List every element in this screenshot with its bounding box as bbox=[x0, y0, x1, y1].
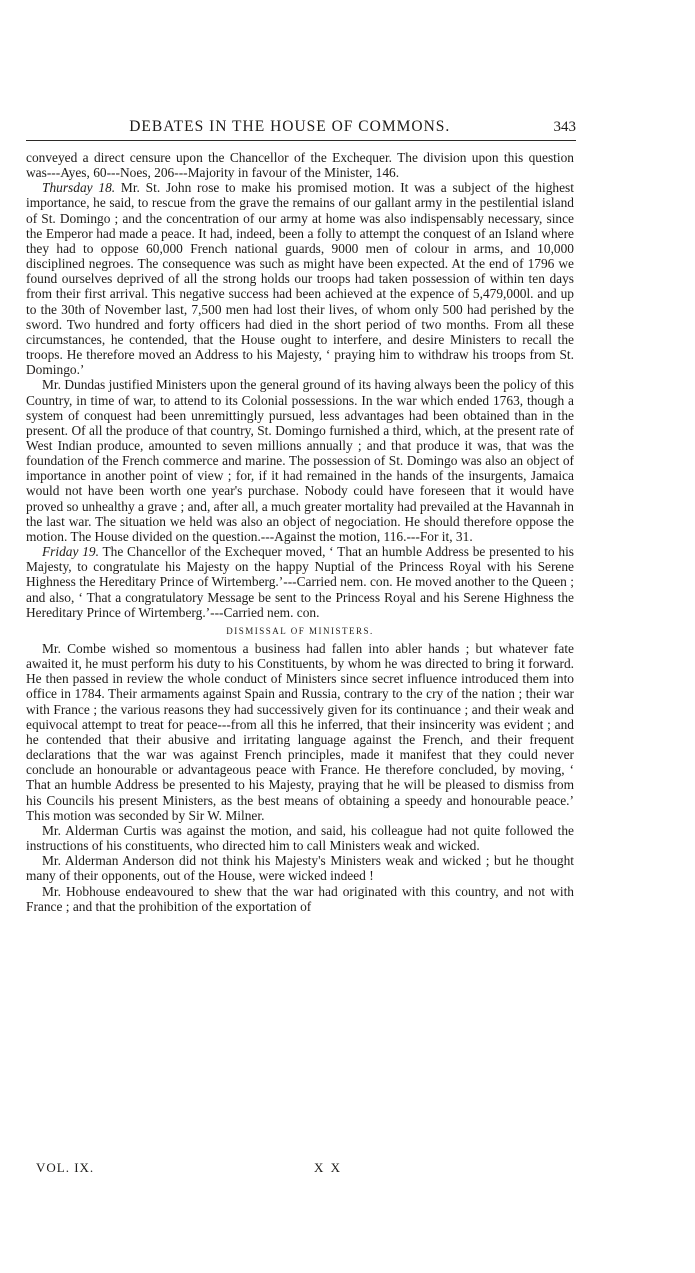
paragraph bbox=[26, 180, 574, 377]
paragraph bbox=[26, 377, 574, 544]
signature-mark: X X bbox=[314, 1160, 343, 1175]
volume-label: VOL. IX. bbox=[36, 1160, 95, 1175]
paragraph-text: Mr. Alderman Anderson did not think his Majesty's Ministers weak and wicked ; but he thought many of their opponents, out of the House, were wicked indeed ! bbox=[26, 853, 574, 884]
day-label: Thursday 18. bbox=[42, 180, 116, 196]
page-number: 343 bbox=[553, 119, 576, 135]
paragraph bbox=[26, 823, 574, 853]
paragraph bbox=[26, 150, 574, 180]
day-label: Friday 19. bbox=[42, 544, 99, 560]
page-body bbox=[26, 150, 574, 914]
paragraph-text: Mr. Dundas justified Ministers upon the general ground of its having always been the policy of this Country, in time of war, to attend to its Colonial possessions. In the war which ended 1763, though a system of conquest had been unremittingly pursued, less advantages had been obtained than in the present. Of all the produce of that country, St. Domingo furnished a third, which, at the present rate of West Indian produce, amounted to seven millions annually ; and that produce it was, that was the foundation of the French commerce and marine. The possession of St. Domingo was also an object of importance in another point of view ; for, if it had remained in the hands of the insurgents, Jamaica would not have been worth one year's purchase. Nobody could have foreseen that it would have proved so unhealthy a grave ; and, after all, a much greater mortality had prevailed at the Havannah in the last war. The situation we held was also an object of negociation. He should therefore oppose the motion. The House divided on the question.---Against the motion, 116.---For it, 31. bbox=[26, 377, 574, 544]
paragraph bbox=[26, 884, 574, 914]
paragraph bbox=[26, 641, 574, 823]
paragraph-text: The Chancellor of the Exchequer moved, ‘ That an humble Address be presented to his Majesty, to congratulate his Majesty on the happy Nuptial of the Princess Royal with his Serene Highness the Hereditary Prince of Wirtemberg.’---Carried nem. con. He moved another to the Queen ; and also, ‘ That a congratulatory Message be sent to the Princess Royal and his Serene Highness the Hereditary Prince of Wirtemberg.’---Carried nem. con. bbox=[26, 544, 574, 620]
page-header bbox=[26, 118, 576, 141]
paragraph bbox=[26, 544, 574, 620]
paragraph-text: conveyed a direct censure upon the Chancellor of the Exchequer. The division upon this question was---Ayes, 60---Noes, 206---Majority in favour of the Minister, 146. bbox=[26, 150, 574, 181]
section-heading: DISMISSAL OF MINISTERS. bbox=[226, 625, 374, 636]
paragraph-text: Mr. Alderman Curtis was against the motion, and said, his colleague had not quite followed the instructions of his constituents, who directed him to call Ministers weak and wicked. bbox=[26, 822, 574, 854]
paragraph-text: Mr. St. John rose to make his promised motion. It was a subject of the highest importance, he said, to rescue from the grave the remains of our gallant army in the pestilential island of St. Domingo ; and the concentration of our army at home was also indispensably necessary, since the Emperor had made a peace. It had, indeed, been a folly to attempt the conquest of an Island where they had to oppose 60,000 French national guards, 9000 men of colour in arms, and 10,000 disciplined negroes. The consequence was such as might have been expected. At the end of 1796 we found ourselves deprived of all the strong holds our troops had taken possession of within ten days from their first arrival. This negative success had been achieved at the expence of 5,479,000l. and up to the 30th of November last, 7,500 men had lost their lives, of whom only 500 had perished by the sword. Two hundred and forty officers had died in the short period of two months. From all these circumstances, he contended, that the House ought to interfere, and desire Ministers to recall the troops. He therefore moved an Address to his Majesty, ‘ praying him to withdraw his troops from St. Domingo.’ bbox=[26, 180, 574, 378]
paragraph-text: Mr. Hobhouse endeavoured to shew that the war had originated with this country, and not with France ; and that the prohibition of the exportation of bbox=[26, 883, 574, 914]
paragraph-text: Mr. Combe wished so momentous a business had fallen into abler hands ; but whatever fate awaited it, he must perform his duty to his Constituents, by whom he was directed to bring it forward. He then passed in review the whole conduct of Ministers since secret influence introduced them into office in 1784. Their armaments against Spain and Russia, contrary to the cry of the nation ; their war with France ; the various reasons they had successively given for its continuance ; and their weak and equivocal attempt to treat for peace---from all this he inferred, that their insincerity was evident ; and he contended that their abusive and irritating language against the French, and their frequent declarations that the war was against French principles, made it manifest that they could never conclude an honourable or advantageous peace with France. He therefore concluded, by moving, ‘ That an humble Address be presented to his Majesty, praying that he will be pleased to dismiss from his Councils his present Ministers, as the best means of obtaining a speedy and honourable peace.’ This motion was seconded by Sir W. Milner. bbox=[26, 641, 574, 823]
paragraph bbox=[26, 853, 574, 883]
running-head: DEBATES IN THE HOUSE OF COMMONS. bbox=[129, 118, 451, 135]
